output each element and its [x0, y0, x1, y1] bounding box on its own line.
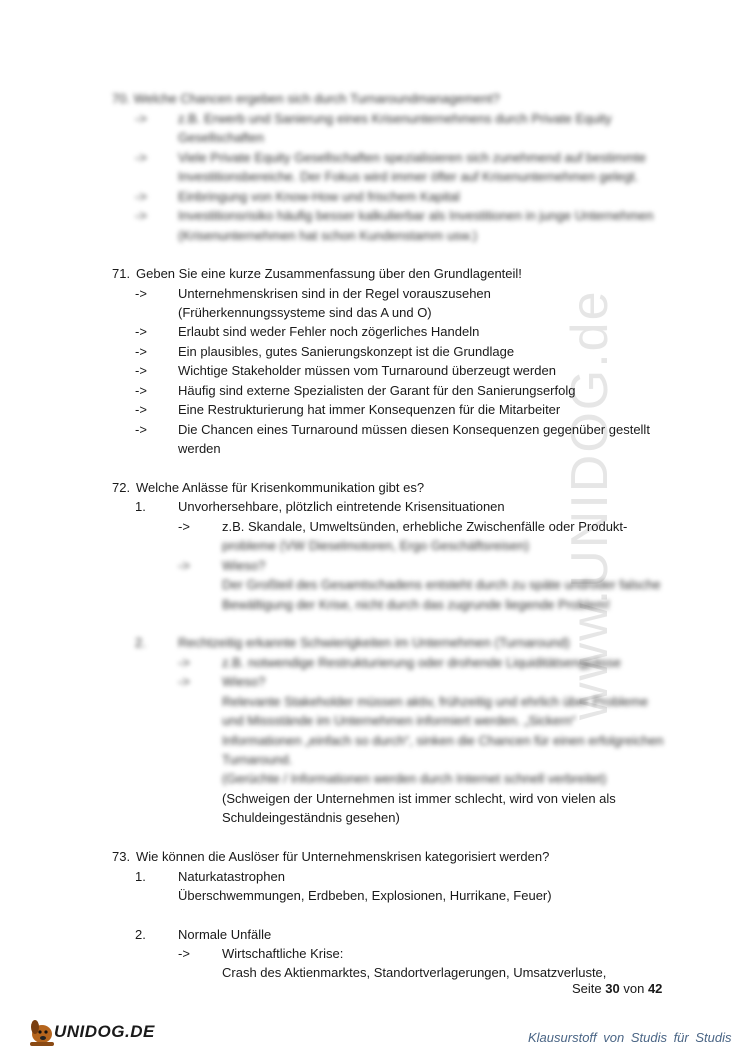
- blurred-line: Relevante Stakeholder müssen aktiv, frühzeitig und ehrlich über Probleme: [222, 694, 649, 709]
- arrow-bullet: ->: [135, 383, 147, 398]
- blurred-line: Einbringung von Know-How und frischem Kapital: [178, 189, 460, 204]
- q72-item-number: 1.: [135, 499, 146, 514]
- arrow-bullet: ->: [135, 363, 147, 378]
- question-71-number: 71.: [112, 266, 131, 281]
- arrow-bullet: ->: [135, 344, 147, 359]
- question-72-number: 72.: [112, 480, 131, 495]
- question-73-text: Wie können die Auslöser für Unternehmenskrisen kategorisiert werden?: [136, 849, 550, 864]
- q73-item-number: 1.: [135, 869, 146, 884]
- blurred-line: Rechtzeitig erkannte Schwierigkeiten im Unternehmen (Turnaround): [178, 635, 570, 650]
- q71-item: werden: [178, 441, 221, 456]
- blurred-line: Bewältigung der Krise, nicht durch das zugrunde liegende Problem!: [222, 597, 611, 612]
- question-72-text: Welche Anlässe für Krisenkommunikation gibt es?: [136, 480, 425, 495]
- q71-item: Ein plausibles, gutes Sanierungskonzept ist die Grundlage: [178, 344, 515, 359]
- q73-item-number: 2.: [135, 927, 146, 942]
- page-number: [572, 981, 662, 996]
- blurred-line: z.B. Erwerb und Sanierung eines Krisenunternehmens durch Private Equity: [178, 111, 612, 126]
- q71-item: Die Chancen eines Turnaround müssen diesen Konsequenzen gegenüber gestellt: [178, 422, 650, 437]
- blurred-line: (Krisenunternehmen hat schon Kundenstamm usw.): [178, 228, 478, 243]
- blurred-arrow: ->: [178, 674, 190, 689]
- q71-item: (Früherkennungssysteme sind das A und O): [178, 305, 432, 320]
- blurred-line: Investitionsbereiche. Der Fokus wird immer öfter auf Krisenunternehmen gelegt.: [178, 169, 639, 184]
- page-total: 42: [647, 981, 663, 996]
- blurred-arrow: ->: [178, 558, 190, 573]
- q71-item: Häufig sind externe Spezialisten der Garant für den Sanierungserfolg: [178, 383, 576, 398]
- blurred-line: Gesellschaften: [178, 130, 264, 145]
- blurred-line: Investitionsrisiko häufig besser kalkulierbar als Investitionen in junge Unternehmen: [178, 208, 654, 223]
- q72-subitem: z.B. Skandale, Umweltsünden, erhebliche Zwischenfälle oder Produkt-: [222, 519, 628, 534]
- blurred-arrow: ->: [135, 208, 147, 223]
- blurred-line: Informationen „einfach so durch“, sinken die Chancen für einen erfolgreichen: [222, 733, 664, 748]
- page-prefix: Seite: [572, 981, 602, 996]
- footer-tagline: Klausurstoff von Studis für Studis: [528, 1030, 732, 1045]
- arrow-bullet: ->: [178, 946, 190, 961]
- blurred-line: probleme (VW Dieselmotoren, Ergo Geschäftsreisen): [222, 538, 530, 553]
- blurred-line: z.B. notwendige Restrukturierung oder drohende Liquiditätsengpässe: [222, 655, 621, 670]
- blurred-line: und Missstände im Unternehmen informiert werden. „Sickern“: [222, 713, 577, 728]
- page-current: 30: [605, 981, 620, 996]
- blurred-arrow: ->: [178, 655, 190, 670]
- blurred-line: Viele Private Equity Gesellschaften spezialisieren sich zunehmend auf bestimmte: [178, 150, 646, 165]
- arrow-bullet: ->: [135, 422, 147, 437]
- q71-item: Erlaubt sind weder Fehler noch zögerliches Handeln: [178, 324, 480, 339]
- blurred-number: 2.: [135, 635, 146, 650]
- q73-item: Naturkatastrophen: [178, 869, 285, 884]
- q73-subitem: Wirtschaftliche Krise:: [222, 946, 344, 961]
- q72-text-line: (Schweigen der Unternehmen ist immer schlecht, wird von vielen als: [222, 791, 616, 806]
- blurred-question-70: 70. Welche Chancen ergeben sich durch Turnaroundmanagement?: [112, 91, 500, 106]
- q71-item: Unternehmenskrisen sind in der Regel vorauszusehen: [178, 286, 491, 301]
- page-sep: von: [623, 981, 645, 996]
- question-73-number: 73.: [112, 849, 131, 864]
- blurred-arrow: ->: [135, 189, 147, 204]
- blurred-arrow: ->: [135, 111, 147, 126]
- q73-subitem-detail: Crash des Aktienmarktes, Standortverlagerungen, Umsatzverluste,: [222, 965, 607, 980]
- logo-text: UNIDOG.DE: [54, 1022, 155, 1041]
- q71-item: Wichtige Stakeholder müssen vom Turnaround überzeugt werden: [178, 363, 556, 378]
- blurred-arrow: ->: [135, 150, 147, 165]
- q73-item-detail: Überschwemmungen, Erdbeben, Explosionen, Hurrikane, Feuer): [178, 888, 552, 903]
- q72-text-line: Schuldeingeständnis gesehen): [222, 810, 400, 825]
- question-71-text: Geben Sie eine kurze Zusammenfassung über den Grundlagenteil!: [136, 266, 522, 281]
- watermark: www.UNIDOG.de: [561, 289, 619, 720]
- blurred-line: (Gerüchte / Informationen werden durch Internet schnell verbreitet): [222, 771, 607, 786]
- q72-item: Unvorhersehbare, plötzlich eintretende Krisensituationen: [178, 499, 505, 514]
- blurred-line: Wieso?: [222, 558, 266, 573]
- q73-item: Normale Unfälle: [178, 927, 272, 942]
- arrow-bullet: ->: [178, 519, 190, 534]
- arrow-bullet: ->: [135, 286, 147, 301]
- q71-item: Eine Restrukturierung hat immer Konsequenzen für die Mitarbeiter: [178, 402, 561, 417]
- arrow-bullet: ->: [135, 324, 147, 339]
- arrow-bullet: ->: [135, 402, 147, 417]
- blurred-line: Turnaround.: [222, 752, 293, 767]
- blurred-line: Wieso?: [222, 674, 266, 689]
- blurred-line: Der Großteil des Gesamtschadens entsteht durch zu späte und/oder falsche: [222, 577, 661, 592]
